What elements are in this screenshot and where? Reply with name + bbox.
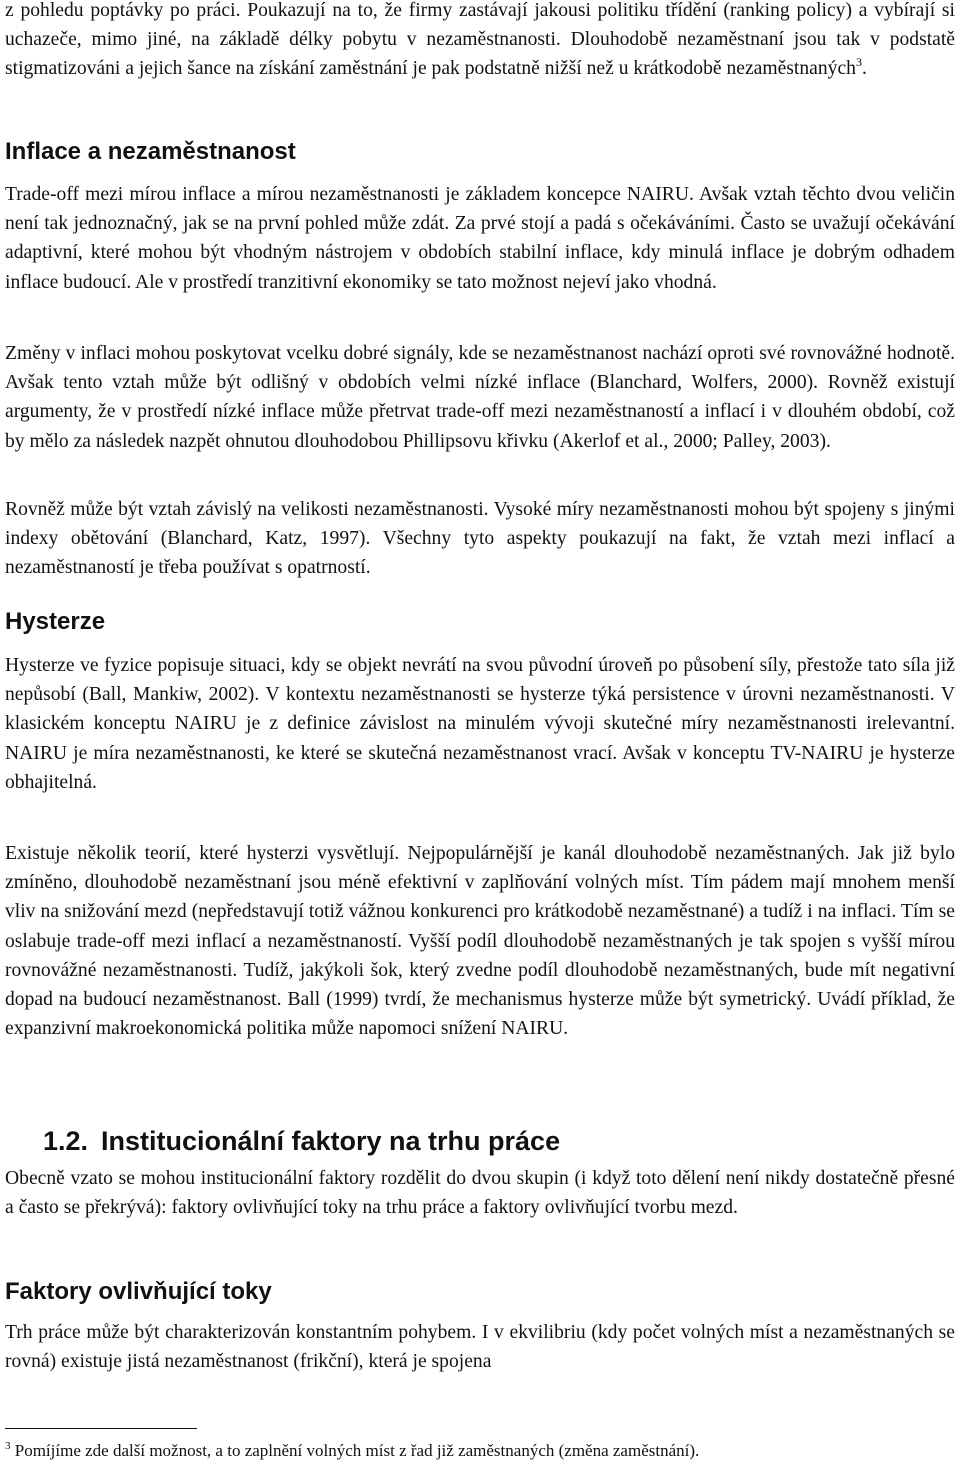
footnote-separator xyxy=(5,1428,197,1429)
paragraph-intro-text: z pohledu poptávky po práci. Poukazují na to, že firmy zastávají jakousi politiku třídění (ranking policy) a vybírají si uchazeče, mimo jiné, na základě délky pobytu v nezaměstnanosti. Dlouhodobě nezaměstnaní jsou tak v podstatě stigmatizováni a jejich šance na získání zaměstnání je pak podstatně nižší než u krátkodobě nezaměstnaných xyxy=(5,0,955,80)
heading-faktory-ovlivnujici-toky: Faktory ovlivňující toky xyxy=(5,1278,272,1305)
paragraph-trh-prace: Trh práce může být charakterizován konstantním pohybem. I v ekvilibriu (kdy počet volných míst a nezaměstnaných se rovná) existuje jistá nezaměstnanost (frikční), která je spojena xyxy=(5,1322,955,1373)
paragraph-velikost-nezamestnanosti: Rovněž může být vztah závislý na velikosti nezaměstnanosti. Vysoké míry nezaměstnanosti mohou být spojeny s jinými indexy obětování (Blanchard, Katz, 1997). Všechny tyto aspekty poukazují na fakt, že vztah mezi inflací a nezaměstnaností je třeba používat s opatrností. xyxy=(5,499,955,579)
footnote-number: 3 xyxy=(5,1440,11,1452)
section-heading-1-2 xyxy=(43,1125,560,1157)
paragraph-teorie-hysterze: Existuje několik teorií, které hysterzi vysvětlují. Nejpopulárnější je kanál dlouhodobě nezaměstnaných. Jak již bylo zmíněno, dlouhodobě nezaměstnaní jsou méně efektivní v zaplňování volných míst. Tím pádem mají mnohem menší vliv na snižování mezd (nepředstavují totiž vážnou konkurenci pro krátkodobě nezaměstnané) a tudíž i na inflaci. Tím se oslabuje trade-off mezi inflací a nezaměstnaností. Vyšší podíl dlouhodobě nezaměstnaných je tak spojen s vyšší mírou rovnovážné nezaměstnanosti. Tudíž, jakýkoli šok, který zvedne podíl dlouhodobě nezaměstnaných, bude mít negativní dopad na budoucí nezaměstnanost. Ball (1999) tvrdí, že mechanismus hysterze může být symetrický. Uvádí příklad, že expanzivní makroekonomická politika může napomoci snížení NAIRU. xyxy=(5,843,955,1040)
paragraph-institucionalni-faktory: Obecně vzato se mohou institucionální faktory rozdělit do dvou skupin (i když toto dělení není nikdy dostatečně přesné a často se překrývá): faktory ovlivňující toky na trhu práce a faktory ovlivňující tvorbu mezd. xyxy=(5,1168,955,1219)
heading-hysterze: Hysterze xyxy=(5,608,106,635)
paragraph-zmeny-v-inflaci: Změny v inflaci mohou poskytovat vcelku dobré signály, kde se nezaměstnanost nachází oproti své rovnovážné hodnotě. Avšak tento vztah může být odlišný v obdobích velmi nízké inflace (Blanchard, Wolfers, 2000). Rovněž existují argumenty, že v prostředí nízké inflace může přetrvat trade-off mezi nezaměstnaností a inflací i v dlouhém období, což by mělo za následek nazpět ohnutou dlouhodobou Phillipsovu křivku (Akerlof et al., 2000; Palley, 2003). xyxy=(5,343,955,452)
footnote-text: Pomíjíme zde další možnost, a to zaplnění volných míst z řad již zaměstnaných (změna zaměstnání). xyxy=(10,1441,700,1460)
paragraph-intro-end: . xyxy=(861,58,867,80)
section-title: Institucionální faktory na trhu práce xyxy=(101,1126,561,1156)
section-number: 1.2. xyxy=(43,1126,89,1156)
heading-inflace-a-nezamestnanost: Inflace a nezaměstnanost xyxy=(5,138,296,165)
footnote-reference: 3 xyxy=(855,55,862,70)
paragraph-tradeoff: Trade-off mezi mírou inflace a mírou nezaměstnanosti je základem koncepce NAIRU. Avšak vztah těchto dvou veličin není tak jednoznačný, jak se na první pohled může zdát. Za prvé stojí a padá s očekáváními. Často se uvažují očekávání adaptivní, které mohou být vhodným nástrojem v obdobích stabilní inflace, kdy minulá inflace je dobrým odhadem inflace budoucí. Ale v prostředí tranzitivní ekonomiky se tato možnost nejeví jako vhodná. xyxy=(5,184,955,293)
footnote xyxy=(5,1440,955,1462)
paragraph-intro xyxy=(5,0,955,84)
paragraph-hysterze-fyzika: Hysterze ve fyzice popisuje situaci, kdy se objekt nevrátí na svou původní úroveň po působení síly, přestože tato síla již nepůsobí (Ball, Mankiw, 2002). V kontextu nezaměstnanosti se hysterze týká persistence v úrovni nezaměstnanosti. V klasickém konceptu NAIRU je z definice závislost na minulém vývoji skutečné míry nezaměstnanosti irelevantní. NAIRU je míra nezaměstnanosti, ke které se skutečná nezaměstnanost vrací. Avšak v konceptu TV-NAIRU je hysterze obhajitelná. xyxy=(5,655,955,793)
